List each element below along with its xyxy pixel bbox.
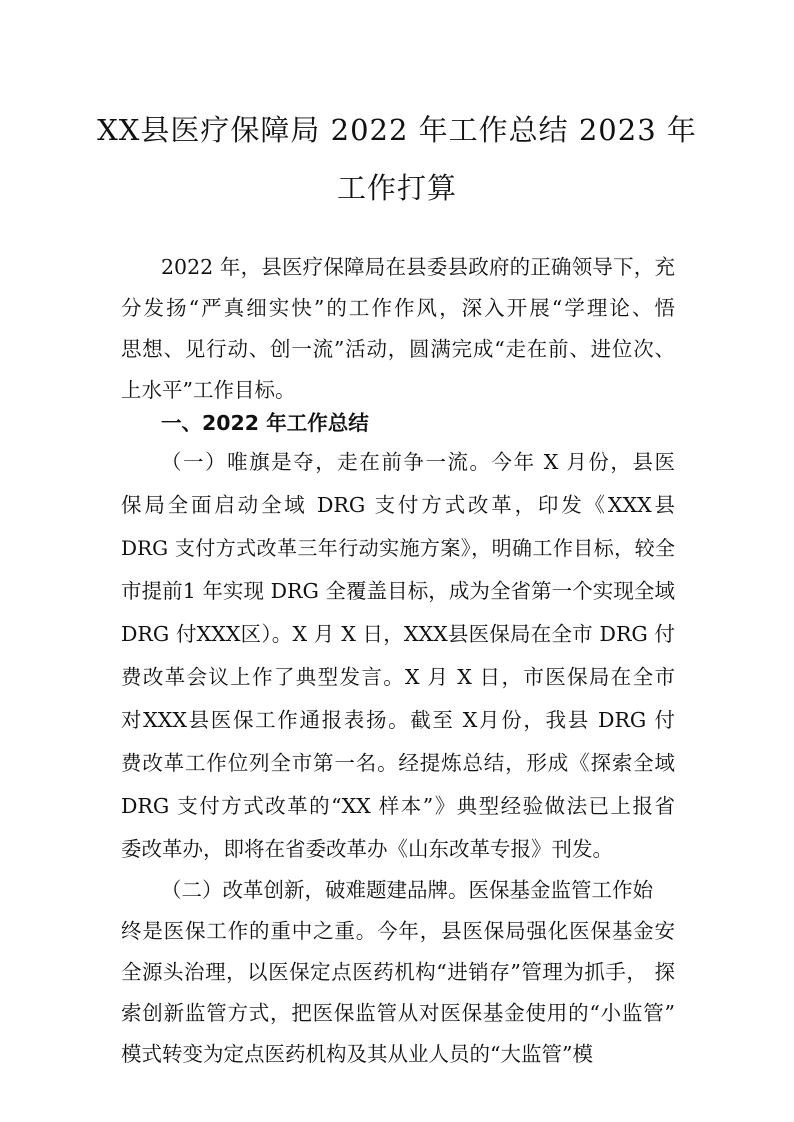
paragraph-line: 市提前1 年实现 DRG 全覆盖目标，成为全省第一个实现全域 (121, 579, 675, 603)
paragraph-line: 费改革工作位列全市第一名。经提炼总结，形成《探索全域 (121, 751, 675, 775)
document-title-line-1: XX县医疗保障局 2022 年工作总结 2023 年 (97, 113, 697, 147)
paragraph-line: 对XXX县医保工作通报表扬。截至 X月份，我县 DRG 付 (121, 708, 675, 732)
paragraph-line: （一）唯旗是夺，走在前争一流。今年 X 月份，县医 (161, 450, 675, 474)
paragraph-line: （二）改革创新，破难题建品牌。医保基金监管工作始 (161, 878, 653, 902)
paragraph-line: 终是医保工作的重中之重。今年，县医保局强化医保基金安 (121, 919, 675, 943)
paragraph-line: 全源头治理，以医保定点医药机构“进销存”管理为抓手， 探 (121, 960, 675, 984)
paragraph-line: 上水平”工作目标。 (121, 378, 296, 402)
paragraph-line: 保局全面启动全域 DRG 支付方式改革，印发《XXX县 (121, 493, 675, 517)
paragraph-line: 思想、见行动、创一流”活动，圆满完成“走在前、进位次、 (121, 337, 675, 361)
paragraph-line: DRG 支付方式改革三年行动实施方案》，明确工作目标，较全 (121, 536, 675, 560)
paragraph-line: 分发扬“严真细实快”的工作作风，深入开展“学理论、悟 (121, 296, 675, 320)
section-heading: 一、2022 年工作总结 (161, 411, 369, 435)
document-title-line-2: 工作打算 (336, 171, 457, 205)
paragraph-line: 索创新监管方式，把医保监管从对医保基金使用的“小监管” (121, 1001, 675, 1025)
paragraph-line: 2022 年，县医疗保障局在县委县政府的正确领导下，充 (161, 255, 675, 279)
paragraph-line: DRG 支付方式改革的“XX 样本”》典型经验做法已上报省 (121, 794, 675, 818)
paragraph-line: 模式转变为定点医药机构及其从业人员的“大监管”模 (121, 1042, 593, 1066)
paragraph-line: 费改革会议上作了典型发言。X 月 X 日，市医保局在全市 (121, 665, 675, 689)
paragraph-line: 委改革办，即将在省委改革办《山东改革专报》刊发。 (121, 837, 613, 861)
paragraph-line: DRG 付XXX区）。X 月 X 日，XXX县医保局在全市 DRG 付 (121, 622, 675, 646)
